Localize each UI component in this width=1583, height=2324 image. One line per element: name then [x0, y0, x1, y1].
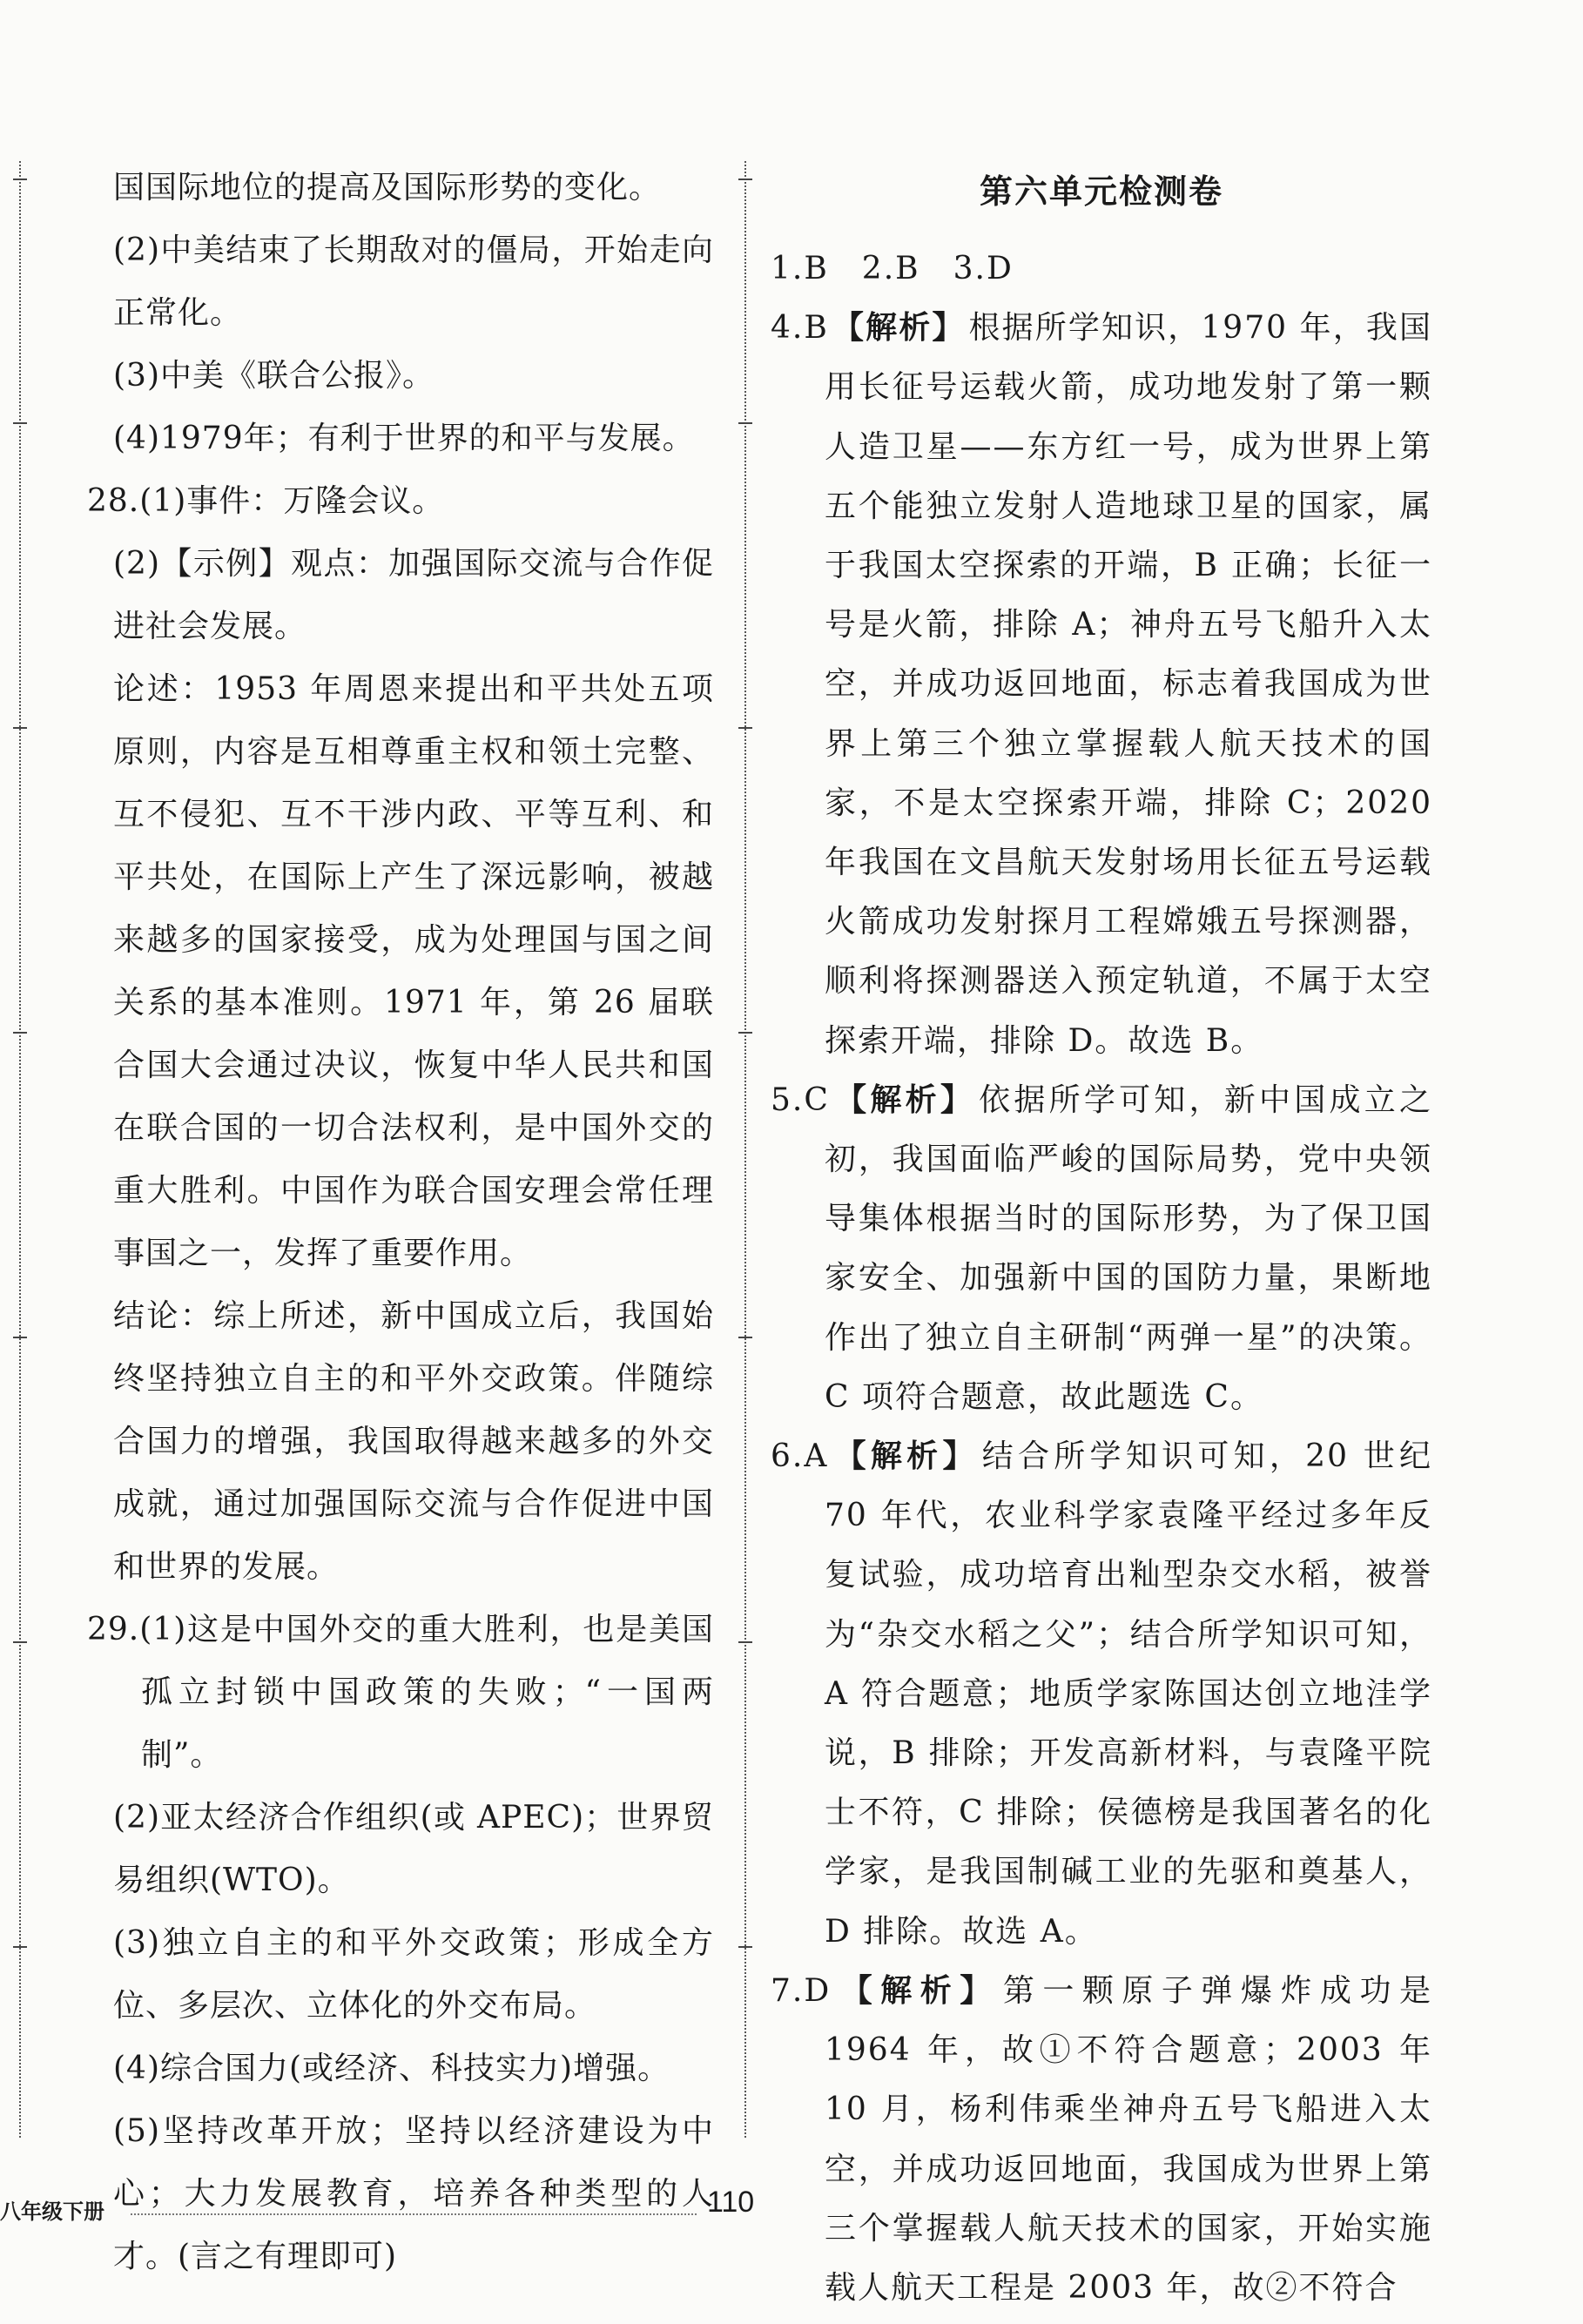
answer-4-choice: 4.B [771, 310, 829, 347]
section-title: 第六单元检测卷 [979, 172, 1223, 211]
binding-tick [13, 1641, 27, 1643]
page-footer [0, 2186, 1583, 2229]
answer-27-2: (2)中美结束了长期敌对的僵局，开始走向正常化。 [113, 232, 714, 331]
answer-7 [771, 1962, 1432, 2318]
answer-29-2: (2)亚太经济合作组织(或 APEC)；世界贸易组织(WTO)。 [113, 1800, 714, 1898]
answer-29-5: (5)坚持改革开放；坚持以经济建设为中心；大力发展教育，培养各种类型的人才。(言之有理即可) [113, 2113, 714, 2274]
answer-6 [771, 1427, 1432, 1962]
answer-27-1-continued: 国国际地位的提高及国际形势的变化。 [113, 170, 662, 205]
answer-28-conclusion: 结论：综上所述，新中国成立后，我国始终坚持独立自主的和平外交政策。伴随综合国力的增强，我国取得越来越多的外交成就，通过加强国际交流与合作促进中国和世界的发展。 [113, 1298, 714, 1585]
answer-29-4: (4)综合国力(或经济、科技实力)增强。 [113, 2051, 670, 2086]
binding-tick [13, 1946, 27, 1948]
analysis-label: 【解析】 [832, 310, 966, 347]
binding-tick [738, 1337, 752, 1338]
answer-5 [771, 1071, 1432, 1427]
page-number: 110 [707, 2186, 755, 2219]
answer-6-choice: 6.A [771, 1438, 829, 1475]
binding-tick [738, 1946, 752, 1948]
answer-4 [771, 299, 1432, 1071]
binding-tick [738, 727, 752, 729]
binding-tick [13, 422, 27, 424]
footer-dotted-rule [131, 2213, 697, 2215]
binding-tick [13, 727, 27, 729]
analysis-label: 【解析】 [832, 1438, 979, 1475]
answer-5-analysis: 依据所学可知，新中国成立之初，我国面临严峻的国际局势，党中央领导集体根据当时的国际形势，为了保卫国家安全、加强新中国的国防力量，果断地作出了独立自主研制“两弹一星”的决策。C 项符合题意，故此题选 C。 [825, 1081, 1432, 1415]
binding-tick [738, 1641, 752, 1643]
binding-tick [738, 179, 752, 180]
answer-28-1: 28.(1)事件：万隆会议。 [87, 483, 445, 519]
binding-tick [738, 1032, 752, 1034]
binding-tick [738, 422, 752, 424]
answer-5-choice: 5.C [771, 1081, 830, 1118]
answers-1-3: 1.B 2.B 3.D [771, 251, 1014, 286]
answer-7-analysis: 第一颗原子弹爆炸成功是 1964 年，故①不符合题意；2003 年 10 月，杨利伟乘坐神舟五号飞船进入太空，并成功返回地面，我国成为世界上第三个掌握载人航天技术的国家，开始实施载人航天工程是 2003 年，故②不符合 [825, 1972, 1432, 2306]
binding-tick [13, 1032, 27, 1034]
answer-29-1: 29.(1)这是中国外交的重大胜利，也是美国孤立封锁中国政策的失败；“一国两制”。 [87, 1612, 714, 1773]
answer-27-3: (3)中美《联合公报》。 [113, 358, 434, 394]
binding-line-left [19, 161, 21, 2138]
answer-4-analysis: 根据所学知识，1970 年，我国用长征号运载火箭，成功地发射了第一颗人造卫星——东方红一号，成为世界上第五个能独立发射人造地球卫星的国家，属于我国太空探索的开端，B 正确；长征一号是火箭，排除 A；神舟五号飞船升入太空，并成功返回地面，标志着我国成为世界上第三个独立掌握载人航天技术的国家，不是太空探索开端，排除 C；2020 年我国在文昌航天发射场用长征五号运载火箭成功发射探月工程嫦娥五号探测器，顺利将探测器送入预定轨道，不属于太空探索开端，排除 D。故选 B。 [825, 310, 1432, 1059]
left-column [87, 157, 714, 2288]
binding-line-center [744, 161, 746, 2138]
binding-tick [13, 179, 27, 180]
binding-tick [13, 1337, 27, 1338]
answer-7-choice: 7.D [771, 1972, 832, 2009]
answer-27-4: (4)1979年；有利于世界的和平与发展。 [113, 421, 695, 456]
answer-28-2: (2)【示例】观点：加强国际交流与合作促进社会发展。 [113, 546, 714, 644]
answer-29-3: (3)独立自主的和平外交政策；形成全方位、多层次、立体化的外交布局。 [113, 1925, 714, 2024]
grade-label: 八年级下册 [0, 2199, 104, 2224]
answer-6-analysis: 结合所学知识可知，20 世纪 70 年代，农业科学家袁隆平经过多年反复试验，成功培育出籼型杂交水稻，被誉为“杂交水稻之父”；结合所学知识可知，A 符合题意；地质学家陈国达创立地洼学说，B 排除；开发高新材料，与袁隆平院士不符，C 排除；侯德榜是我国著名的化学家，是我国制碱工业的先驱和奠基人，D 排除。故选 A。 [825, 1438, 1432, 1950]
analysis-label: 【解析】 [834, 1972, 1000, 2009]
answer-28-argument: 论述：1953 年周恩来提出和平共处五项原则，内容是互相尊重主权和领土完整、互不侵犯、互不干涉内政、平等互利、和平共处，在国际上产生了深远影响，被越来越多的国家接受，成为处理国与国之间关系的基本准则。1971 年，第 26 届联合国大会通过决议，恢复中华人民共和国在联合国的一切合法权利，是中国外交的重大胜利。中国作为联合国安理会常任理事国之一，发挥了重要作用。 [113, 671, 714, 1271]
analysis-label: 【解析】 [832, 1081, 976, 1118]
right-column [771, 161, 1432, 2318]
